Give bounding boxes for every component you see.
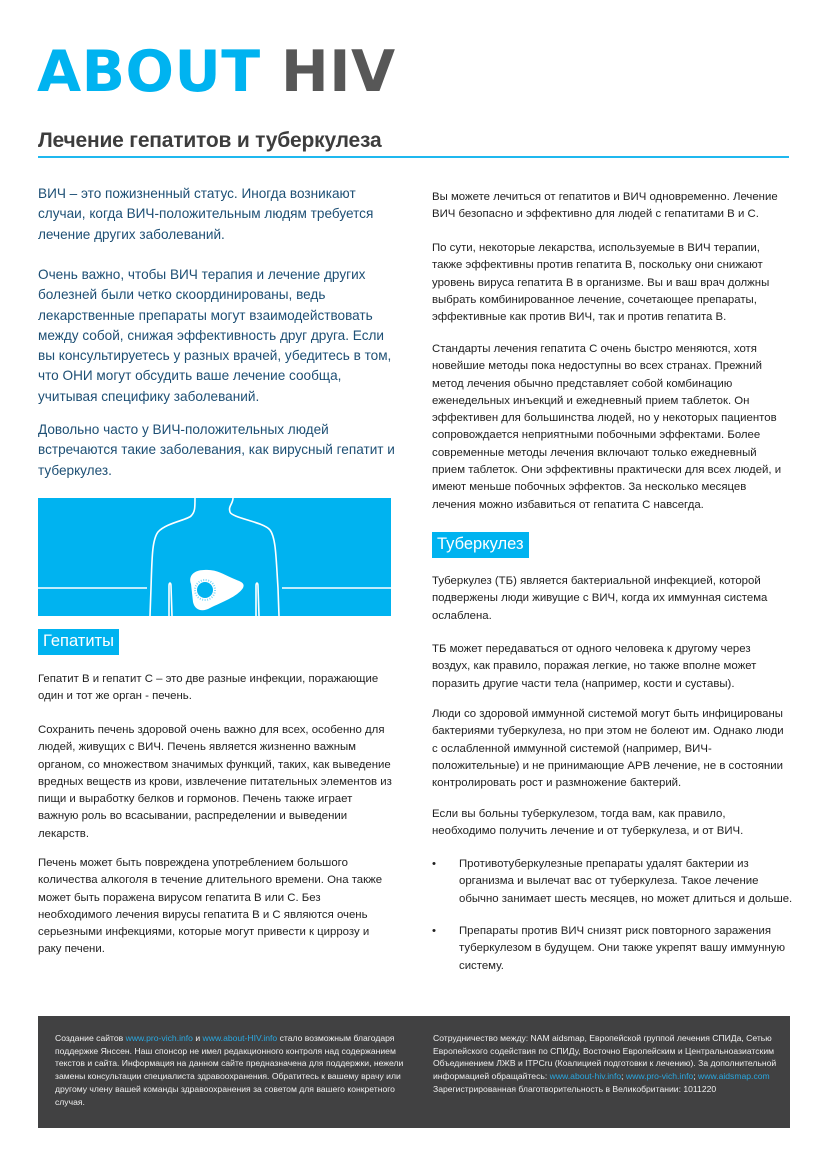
page-title: Лечение гепатитов и туберкулеза	[38, 129, 382, 152]
hepatitis-paragraph: Печень может быть повреждена употреблением большого количества алкоголя в течение длительного времени. Она также может быть поражена вирусом гепатита В или С. Без необходимого лечения вирусы гепатита В и С являются очень серьезными инфекциями, которые могут привести к циррозу и раку печени.	[38, 857, 383, 956]
link-pro-vich[interactable]: www.pro-vich.info	[125, 1033, 193, 1043]
body-liver-icon	[38, 498, 391, 616]
footer-text: стало возможным благодаря поддержке Янссен. Наш спонсор не имел редакционного контроля над содержанием текстов и сайта. Информация на данном сайте предназначена для поддержки, нежели замены консультации специалиста здравоохранения. Обратитесь к вашему врачу или другому члену вашей команды здравоохранения за советом для вашего конкретного случая.	[55, 1033, 404, 1107]
footer	[38, 1016, 790, 1128]
link-about-hiv[interactable]: www.about-hiv.info	[549, 1071, 622, 1082]
bullet-marker: •	[432, 858, 436, 870]
tuberculosis-paragraph: ТБ может передаваться от одного человека к другому через воздух, как правило, поражая легкие, но также вполне может поразить другие части тела (например, кости и суставы).	[432, 643, 757, 690]
link-pro-vich[interactable]: www.pro-vich.info	[625, 1071, 694, 1082]
section-heading-hepatitis: Гепатиты	[38, 629, 119, 655]
section-heading-tuberculosis: Туберкулез	[432, 532, 529, 558]
footer-text: Создание сайтов	[55, 1033, 126, 1043]
footer-text: ;	[693, 1071, 699, 1082]
footer-text: Зарегистрированная благотворительность в Великобритании: 1011220	[433, 1083, 717, 1094]
brand-hiv: HIV	[281, 39, 396, 105]
footer-sponsor-text	[55, 1032, 415, 1108]
hepatitis-treatment-paragraph: Стандарты лечения гепатита С очень быстро меняются, хотя новейшие методы пока недоступны во всех странах. Прежний метод лечения обычно представляет собой комбинацию еженедельных инъекций и ежедневный прием таблеток. Он эффективен для большинства людей, но у некоторых пациентов сопровождается неприятными побочными эффектами. Более современные методы лечения включают только ежедневный прием таблеток. Они эффективны практически для всех людей, и имеют меньше побочных эффектов. За несколько месяцев лечения можно избавиться от гепатита С навсегда.	[432, 343, 782, 511]
intro-paragraph: ВИЧ – это пожизненный статус. Иногда возникают случаи, когда ВИЧ-положительным людям требуется лечение других заболеваний.	[38, 186, 374, 242]
intro-paragraph: Очень важно, чтобы ВИЧ терапия и лечение других болезней были четко скоординированы, ведь лекарственные препараты могут взаимодействовать между собой, снижая эффективность друг друга. Если вы консультируетесь у разных врачей, убедитесь в том, что ОНИ могут обсудить ваше лечение сообща, учитывая специфику заболеваний.	[38, 267, 392, 404]
bullet-text: Противотуберкулезные препараты удалят бактерии из организма и вылечат вас от туберкулеза. Такое лечение обычно занимает шесть месяцев, но может длиться и дольше.	[459, 858, 793, 905]
footer-text: ;	[621, 1071, 626, 1082]
body-liver-illustration	[38, 498, 391, 616]
hepatitis-paragraph: Сохранить печень здоровой очень важно для всех, особенно для людей, живущих с ВИЧ. Печень является жизненно важным органом, со множеством значимых функций, таких, как выведение вредных веществ из крови, извлечение питательных элементов из пищи и выработку белков и гормонов. Печень также играет важную роль во всасывании, распределении и выведении лекарств.	[38, 724, 392, 840]
hepatitis-treatment-paragraph: Вы можете лечиться от гепатитов и ВИЧ одновременно. Лечение ВИЧ безопасно и эффективно для людей с гепатитами В и С.	[432, 191, 778, 221]
bullet-text: Препараты против ВИЧ снизят риск повторного заражения туберкулезом в будущем. Они также укрепят вашу иммунную систему.	[459, 925, 786, 972]
bullet-marker: •	[432, 925, 436, 937]
link-aidsmap[interactable]: www.aidsmap.com	[698, 1071, 770, 1082]
footer-text: и	[192, 1033, 203, 1043]
tuberculosis-paragraph: Туберкулез (ТБ) является бактериальной инфекцией, которой подвержены люди живущие с ВИЧ, когда их иммунная система ослаблена.	[432, 575, 768, 622]
footer-text: Сотрудничество между: NAM aidsmap, Европейской группой лечения СПИДа, Сетью Европейского содействия по СПИДу, Восточно Европейским и Центральноазиатским Объединением ЛЖВ и ITPCru (Коалицией подготовки к лечению). За дополнительной информацией обращайтесь:	[433, 1033, 777, 1082]
footer-partners-text	[433, 1032, 778, 1096]
intro-paragraph: Довольно часто у ВИЧ-положительных людей встречаются такие заболевания, как вирусный гепатит и туберкулез.	[38, 422, 395, 478]
tuberculosis-paragraph: Люди со здоровой иммунной системой могут быть инфицированы бактериями туберкулеза, но при этом не болеют им. Однако люди с ослабленной иммунной системой (например, ВИЧ-положительные) и не принимающие АРВ лечение, не в состоянии контролировать рост и размножение бактерий.	[432, 708, 784, 790]
hepatitis-paragraph: Гепатит В и гепатит С – это две разные инфекции, поражающие один и тот же орган - печень.	[38, 673, 379, 703]
title-divider	[38, 156, 789, 158]
link-about-hiv[interactable]: www.about-HIV.info	[202, 1033, 278, 1043]
tuberculosis-paragraph: Если вы больны туберкулезом, тогда вам, как правило, необходимо получить лечение и от туберкулеза, и от ВИЧ.	[432, 808, 744, 838]
brand-logo	[37, 39, 396, 105]
hepatitis-treatment-paragraph: По сути, некоторые лекарства, используемые в ВИЧ терапии, также эффективны против гепатита В, поскольку они снижают уровень вируса гепатита В в организме. Вы и ваш врач должны выбрать комбинированное лечение, сочетающее препараты, эффективные как против ВИЧ, так и против гепатита В.	[432, 242, 770, 324]
brand-about: ABOUT	[37, 39, 261, 105]
